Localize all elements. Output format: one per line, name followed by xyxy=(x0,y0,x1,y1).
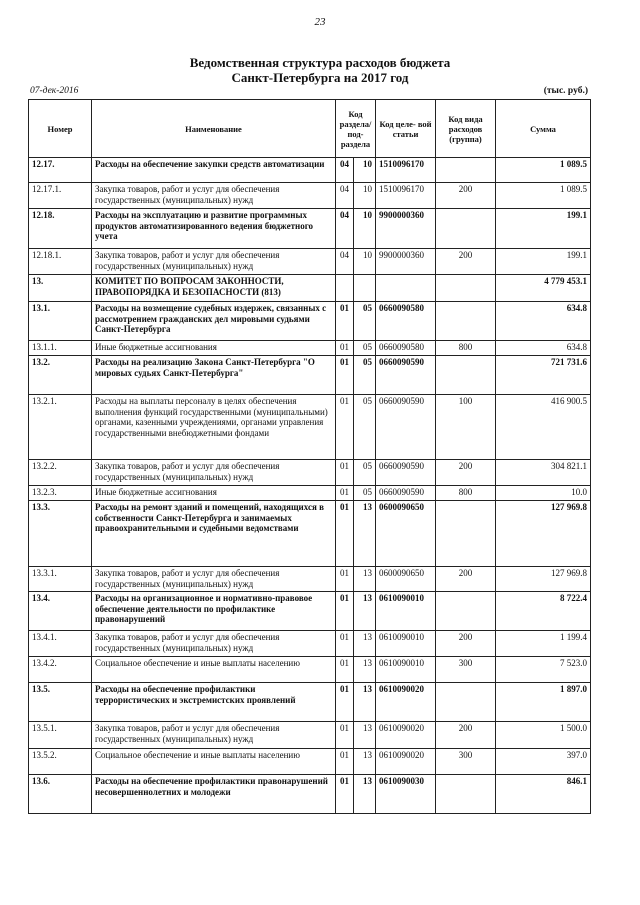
row-name: Расходы на обеспечение профилактики террористических и экстремистских проявлений xyxy=(92,683,336,722)
row-number: 12.17.1. xyxy=(29,183,92,209)
row-number: 13.3.1. xyxy=(29,567,92,592)
row-subsection-code: 10 xyxy=(354,209,376,249)
table-row xyxy=(29,302,591,341)
row-target-code: 9900000360 xyxy=(376,249,436,275)
row-name: Расходы на ремонт зданий и помещений, находящихся в собственности Санкт-Петербурга и занимаемых правоохранительными и судебными ведомствами xyxy=(92,501,336,567)
table-row xyxy=(29,683,591,722)
row-target-code: 0610090010 xyxy=(376,592,436,631)
title-line-2: Санкт-Петербурга на 2017 год xyxy=(231,70,409,85)
row-number: 13.3. xyxy=(29,501,92,567)
table-row xyxy=(29,722,591,749)
row-section-code: 01 xyxy=(336,775,354,814)
row-expense-group: 200 xyxy=(436,567,496,592)
row-expense-group: 300 xyxy=(436,657,496,683)
row-name: Закупка товаров, работ и услуг для обеспечения государственных (муниципальных) нужд xyxy=(92,249,336,275)
header-sum: Сумма xyxy=(496,100,591,158)
row-section-code: 04 xyxy=(336,249,354,275)
table-row xyxy=(29,486,591,501)
row-sum: 304 821.1 xyxy=(496,460,591,486)
table-row xyxy=(29,249,591,275)
row-expense-group xyxy=(436,683,496,722)
row-subsection-code: 13 xyxy=(354,631,376,657)
row-name: Иные бюджетные ассигнования xyxy=(92,341,336,356)
row-subsection-code: 13 xyxy=(354,501,376,567)
table-row xyxy=(29,395,591,460)
row-sum: 199.1 xyxy=(496,249,591,275)
row-section-code: 01 xyxy=(336,395,354,460)
row-expense-group: 800 xyxy=(436,341,496,356)
row-section-code: 01 xyxy=(336,749,354,775)
row-expense-group: 200 xyxy=(436,631,496,657)
row-number: 13.1. xyxy=(29,302,92,341)
row-expense-group xyxy=(436,592,496,631)
row-section-code: 01 xyxy=(336,302,354,341)
row-expense-group: 200 xyxy=(436,249,496,275)
header-number: Номер xyxy=(29,100,92,158)
row-sum: 416 900.5 xyxy=(496,395,591,460)
row-subsection-code: 05 xyxy=(354,356,376,395)
row-number: 12.17. xyxy=(29,158,92,183)
row-expense-group: 200 xyxy=(436,722,496,749)
row-number: 13.4.1. xyxy=(29,631,92,657)
row-expense-group xyxy=(436,158,496,183)
row-target-code: 0660090580 xyxy=(376,341,436,356)
row-expense-group: 200 xyxy=(436,183,496,209)
row-section-code: 01 xyxy=(336,460,354,486)
row-target-code: 0660090590 xyxy=(376,486,436,501)
header-target: Код целе- вой статьи xyxy=(376,100,436,158)
row-target-code: 0610090010 xyxy=(376,631,436,657)
row-number: 13.5. xyxy=(29,683,92,722)
row-section-code: 01 xyxy=(336,356,354,395)
row-target-code: 1510096170 xyxy=(376,183,436,209)
row-subsection-code: 05 xyxy=(354,486,376,501)
row-section-code: 01 xyxy=(336,631,354,657)
row-target-code: 0600090650 xyxy=(376,567,436,592)
table-header-row xyxy=(29,100,591,158)
row-sum: 721 731.6 xyxy=(496,356,591,395)
row-target-code: 0660090590 xyxy=(376,395,436,460)
row-target-code: 0660090590 xyxy=(376,460,436,486)
row-section-code: 01 xyxy=(336,501,354,567)
row-sum: 10.0 xyxy=(496,486,591,501)
row-sum: 127 969.8 xyxy=(496,501,591,567)
row-subsection-code: 10 xyxy=(354,249,376,275)
table-row xyxy=(29,501,591,567)
row-subsection-code: 13 xyxy=(354,775,376,814)
row-name: Закупка товаров, работ и услуг для обеспечения государственных (муниципальных) нужд xyxy=(92,567,336,592)
table-row xyxy=(29,775,591,814)
row-target-code: 0660090580 xyxy=(376,302,436,341)
row-number: 12.18.1. xyxy=(29,249,92,275)
row-expense-group xyxy=(436,775,496,814)
row-subsection-code: 10 xyxy=(354,183,376,209)
row-number: 13.5.1. xyxy=(29,722,92,749)
row-subsection-code: 13 xyxy=(354,683,376,722)
row-section-code: 01 xyxy=(336,592,354,631)
table-row xyxy=(29,183,591,209)
header-section: Код раздела/ под- раздела xyxy=(336,100,376,158)
table-row xyxy=(29,275,591,302)
row-target-code: 0660090590 xyxy=(376,356,436,395)
row-name: Закупка товаров, работ и услуг для обеспечения государственных (муниципальных) нужд xyxy=(92,631,336,657)
row-name: Расходы на организационное и нормативно-правовое обеспечение деятельности по профилактике правонарушений xyxy=(92,592,336,631)
row-subsection-code: 13 xyxy=(354,722,376,749)
row-section-code: 01 xyxy=(336,722,354,749)
row-name: Расходы на обеспечение закупки средств автоматизации xyxy=(92,158,336,183)
row-target-code xyxy=(376,275,436,302)
row-subsection-code: 05 xyxy=(354,302,376,341)
row-sum: 1 500.0 xyxy=(496,722,591,749)
budget-table xyxy=(28,99,591,814)
row-subsection-code: 05 xyxy=(354,341,376,356)
row-expense-group xyxy=(436,356,496,395)
row-sum: 1 199.4 xyxy=(496,631,591,657)
row-section-code: 01 xyxy=(336,683,354,722)
row-name: Расходы на реализацию Закона Санкт-Петербурга "О мировых судьях Санкт-Петербурга" xyxy=(92,356,336,395)
table-row xyxy=(29,631,591,657)
table-body xyxy=(29,158,591,814)
row-target-code: 0610090020 xyxy=(376,722,436,749)
row-sum: 634.8 xyxy=(496,302,591,341)
row-target-code: 0610090020 xyxy=(376,683,436,722)
table-row xyxy=(29,158,591,183)
row-sum: 199.1 xyxy=(496,209,591,249)
row-name: Иные бюджетные ассигнования xyxy=(92,486,336,501)
row-name: Расходы на возмещение судебных издержек, связанных с рассмотрением гражданских дел мировыми судьями Санкт-Петербурга xyxy=(92,302,336,341)
row-section-code: 04 xyxy=(336,209,354,249)
row-name: Социальное обеспечение и иные выплаты населению xyxy=(92,657,336,683)
table-row xyxy=(29,356,591,395)
row-number: 13.6. xyxy=(29,775,92,814)
row-target-code: 1510096170 xyxy=(376,158,436,183)
row-expense-group: 300 xyxy=(436,749,496,775)
row-name: Закупка товаров, работ и услуг для обеспечения государственных (муниципальных) нужд xyxy=(92,722,336,749)
units-label: (тыс. руб.) xyxy=(543,86,588,96)
row-number: 12.18. xyxy=(29,209,92,249)
row-section-code: 04 xyxy=(336,158,354,183)
row-number: 13.4.2. xyxy=(29,657,92,683)
row-sum: 634.8 xyxy=(496,341,591,356)
table-row xyxy=(29,592,591,631)
row-name: Расходы на выплаты персоналу в целях обеспечения выполнения функций государственными (муниципальными) органами, казенными учреждениями, органами управления государственными внебюджетными фондами xyxy=(92,395,336,460)
row-sum: 8 722.4 xyxy=(496,592,591,631)
row-name: Закупка товаров, работ и услуг для обеспечения государственных (муниципальных) нужд xyxy=(92,460,336,486)
row-expense-group: 100 xyxy=(436,395,496,460)
row-number: 13. xyxy=(29,275,92,302)
header-name: Наименование xyxy=(92,100,336,158)
header-group: Код вида расходов (группа) xyxy=(436,100,496,158)
table-row xyxy=(29,460,591,486)
row-name: КОМИТЕТ ПО ВОПРОСАМ ЗАКОННОСТИ, ПРАВОПОРЯДКА И БЕЗОПАСНОСТИ (813) xyxy=(92,275,336,302)
row-name: Расходы на эксплуатацию и развитие программных продуктов автоматизированного ведения бюджетного учета xyxy=(92,209,336,249)
row-sum: 1 089.5 xyxy=(496,158,591,183)
row-section-code: 01 xyxy=(336,486,354,501)
row-target-code: 0610090030 xyxy=(376,775,436,814)
date-stamp: 07-дек-2016 xyxy=(30,86,79,96)
row-number: 13.2.1. xyxy=(29,395,92,460)
row-sum: 1 897.0 xyxy=(496,683,591,722)
row-name: Расходы на обеспечение профилактики правонарушений несовершеннолетних и молодежи xyxy=(92,775,336,814)
row-number: 13.1.1. xyxy=(29,341,92,356)
table-row xyxy=(29,341,591,356)
row-name: Социальное обеспечение и иные выплаты населению xyxy=(92,749,336,775)
row-subsection-code: 10 xyxy=(354,158,376,183)
page-number: 23 xyxy=(314,16,326,28)
row-number: 13.2.2. xyxy=(29,460,92,486)
row-target-code: 0610090020 xyxy=(376,749,436,775)
row-subsection-code: 13 xyxy=(354,657,376,683)
table-row xyxy=(29,749,591,775)
row-subsection-code: 05 xyxy=(354,395,376,460)
row-subsection-code: 13 xyxy=(354,567,376,592)
row-number: 13.2. xyxy=(29,356,92,395)
row-sum: 1 089.5 xyxy=(496,183,591,209)
document-title xyxy=(0,55,640,85)
title-line-1: Ведомственная структура расходов бюджета xyxy=(189,55,451,70)
row-expense-group xyxy=(436,302,496,341)
row-section-code: 01 xyxy=(336,341,354,356)
row-sum: 7 523.0 xyxy=(496,657,591,683)
row-expense-group: 200 xyxy=(436,460,496,486)
table-row xyxy=(29,209,591,249)
row-section-code: 04 xyxy=(336,183,354,209)
row-section-code: 01 xyxy=(336,567,354,592)
row-name: Закупка товаров, работ и услуг для обеспечения государственных (муниципальных) нужд xyxy=(92,183,336,209)
row-section-code xyxy=(336,275,354,302)
row-sum: 846.1 xyxy=(496,775,591,814)
row-expense-group xyxy=(436,501,496,567)
table-row xyxy=(29,657,591,683)
row-subsection-code: 13 xyxy=(354,592,376,631)
row-expense-group xyxy=(436,209,496,249)
row-number: 13.5.2. xyxy=(29,749,92,775)
row-subsection-code: 05 xyxy=(354,460,376,486)
row-subsection-code xyxy=(354,275,376,302)
row-expense-group xyxy=(436,275,496,302)
row-subsection-code: 13 xyxy=(354,749,376,775)
row-number: 13.2.3. xyxy=(29,486,92,501)
row-number: 13.4. xyxy=(29,592,92,631)
row-section-code: 01 xyxy=(336,657,354,683)
row-sum: 4 779 453.1 xyxy=(496,275,591,302)
row-sum: 127 969.8 xyxy=(496,567,591,592)
row-expense-group: 800 xyxy=(436,486,496,501)
row-target-code: 0610090010 xyxy=(376,657,436,683)
row-sum: 397.0 xyxy=(496,749,591,775)
row-target-code: 0600090650 xyxy=(376,501,436,567)
table-row xyxy=(29,567,591,592)
row-target-code: 9900000360 xyxy=(376,209,436,249)
